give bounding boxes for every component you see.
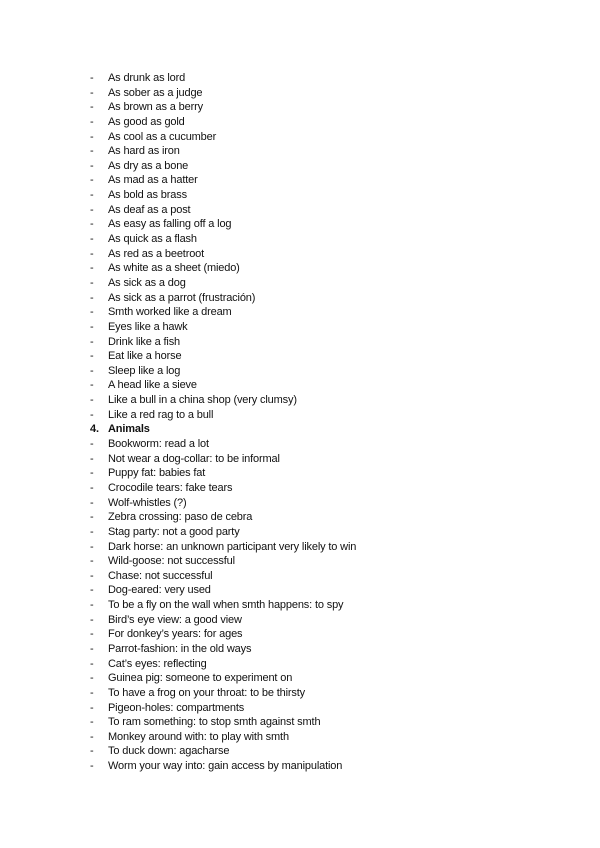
list-item [90,335,570,350]
list-item [90,378,570,393]
list-item [90,86,570,101]
bullet-dash: - [90,555,94,568]
bullet-dash: - [90,233,94,246]
bullet-dash: - [90,101,94,114]
list-item [90,642,570,657]
list-item-text: Sleep like a log [108,364,181,377]
bullet-dash: - [90,745,94,758]
list-item-text: Stag party: not a good party [108,525,240,538]
list-item-text: To ram something: to stop smth against smth [108,716,321,729]
list-item-text: Pigeon-holes: compartments [108,701,245,714]
bullet-dash: - [90,247,94,260]
list-item [90,188,570,203]
list-item-text: Dog-eared: very used [108,584,211,597]
list-item-text: To have a frog on your throat: to be thirsty [108,686,306,699]
list-item-text: As hard as iron [108,145,180,158]
list-item [90,364,570,379]
list-item-text: As mad as a hatter [108,174,198,187]
bullet-dash: - [90,584,94,597]
bullet-dash: - [90,320,94,333]
bullet-dash: - [90,306,94,319]
list-item-text: As deaf as a post [108,203,191,216]
bullet-dash: - [90,511,94,524]
list-item-text: Eat like a horse [108,350,182,363]
list-item [90,247,570,262]
bullet-dash: - [90,291,94,304]
list-item-text: To be a fly on the wall when smth happens: to spy [108,599,344,612]
bullet-dash: - [90,203,94,216]
bullet-dash: - [90,159,94,172]
list-item [90,613,570,628]
list-item [90,701,570,716]
list-item-text: As sick as a parrot (frustración) [108,291,256,304]
list-item-text: As cool as a cucumber [108,130,217,143]
list-item [90,510,570,525]
list-item [90,496,570,511]
list-item [90,569,570,584]
bullet-dash: - [90,115,94,128]
list-item [90,305,570,320]
list-item-text: For donkey’s years: for ages [108,628,243,641]
list-item-text: Smth worked like a dream [108,306,232,319]
list-item-text: Crocodile tears: fake tears [108,481,233,494]
list-item [90,130,570,145]
section-number: 4. [90,423,99,436]
bullet-dash: - [90,716,94,729]
list-item [90,115,570,130]
list-item-text: Eyes like a hawk [108,320,188,333]
list-item [90,715,570,730]
bullet-dash: - [90,613,94,626]
list-item [90,730,570,745]
list-item-text: As quick as a flash [108,233,197,246]
bullet-dash: - [90,496,94,509]
bullet-dash: - [90,569,94,582]
list-item-text: To duck down: agacharse [108,745,230,758]
bullet-dash: - [90,730,94,743]
list-item-text: Drink like a fish [108,335,181,348]
bullet-dash: - [90,467,94,480]
bullet-dash: - [90,452,94,465]
bullet-dash: - [90,642,94,655]
list-item-text: As sober as a judge [108,86,203,99]
list-item [90,100,570,115]
bullet-dash: - [90,276,94,289]
list-item [90,393,570,408]
list-item [90,466,570,481]
list-item [90,291,570,306]
list-item-text: As white as a sheet (miedo) [108,262,240,275]
list-item [90,276,570,291]
list-item [90,232,570,247]
list-item [90,481,570,496]
bullet-dash: - [90,130,94,143]
list-item [90,686,570,701]
list-item-text: Wolf-whistles (?) [108,496,187,509]
bullet-dash: - [90,525,94,538]
bullet-dash: - [90,335,94,348]
bullet-dash: - [90,174,94,187]
bullet-dash: - [90,701,94,714]
list-item [90,437,570,452]
list-item-text: As bold as brass [108,189,187,202]
list-item [90,583,570,598]
bullet-dash: - [90,394,94,407]
list-item [90,540,570,555]
bullet-dash: - [90,218,94,231]
bullet-dash: - [90,72,94,84]
list-item-text: Dark horse: an unknown participant very likely to win [108,540,357,553]
list-item-text: Wild-goose: not successful [108,555,235,568]
list-item-text: Puppy fat: babies fat [108,467,206,480]
list-item-text: As brown as a berry [108,101,203,114]
list-item-text: Guinea pig: someone to experiment on [108,672,293,685]
list-item-text: Zebra crossing: paso de cebra [108,511,253,524]
list-item-text: As dry as a bone [108,159,189,172]
list-item-text: Like a bull in a china shop (very clumsy) [108,394,297,407]
bullet-dash: - [90,86,94,99]
list-item-text: Bird’s eye view: a good view [108,613,242,626]
bullet-dash: - [90,481,94,494]
list-item [90,525,570,540]
list-item-text: As sick as a dog [108,276,186,289]
document-content [90,71,570,774]
bullet-dash: - [90,760,94,773]
list-item [90,671,570,686]
list-item [90,159,570,174]
list-item [90,759,570,774]
list-item-text: Not wear a dog-collar: to be informal [108,452,280,465]
expression-list [90,71,570,774]
list-item-text: Parrot-fashion: in the old ways [108,642,252,655]
bullet-dash: - [90,189,94,202]
list-item [90,261,570,276]
list-item-text: Worm your way into: gain access by manipulation [108,760,343,773]
list-item [90,71,570,86]
list-item-text: Cat’s eyes: reflecting [108,657,207,670]
list-item-text: As drunk as lord [108,72,186,84]
list-item-text: Monkey around with: to play with smth [108,730,289,743]
list-item-text: As easy as falling off a log [108,218,232,231]
bullet-dash: - [90,672,94,685]
list-item-text: Chase: not successful [108,569,213,582]
list-item [90,173,570,188]
bullet-dash: - [90,145,94,158]
list-item [90,408,570,423]
list-item [90,657,570,672]
bullet-dash: - [90,350,94,363]
bullet-dash: - [90,657,94,670]
section-heading [90,422,570,437]
bullet-dash: - [90,408,94,421]
section-title: Animals [108,423,150,436]
list-item-text: As red as a beetroot [108,247,205,260]
list-item-text: Like a red rag to a bull [108,408,214,421]
list-item [90,144,570,159]
bullet-dash: - [90,540,94,553]
list-item [90,598,570,613]
bullet-dash: - [90,628,94,641]
list-item-text: As good as gold [108,115,185,128]
list-item [90,320,570,335]
bullet-dash: - [90,262,94,275]
bullet-dash: - [90,686,94,699]
list-item [90,452,570,467]
list-item [90,203,570,218]
list-item-text: A head like a sieve [108,379,197,392]
list-item [90,627,570,642]
list-item-text: Bookworm: read a lot [108,438,209,451]
list-item [90,349,570,364]
bullet-dash: - [90,364,94,377]
bullet-dash: - [90,438,94,451]
list-item [90,554,570,569]
bullet-dash: - [90,599,94,612]
list-item [90,744,570,759]
bullet-dash: - [90,379,94,392]
list-item [90,217,570,232]
